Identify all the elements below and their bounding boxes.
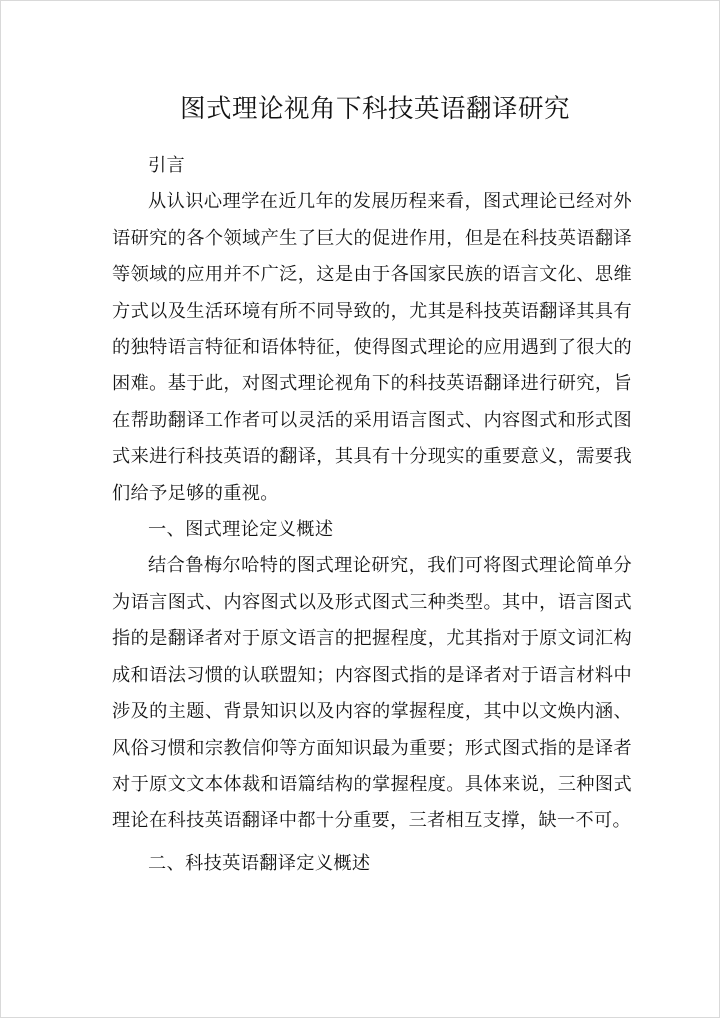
paragraph-section-1: 结合鲁梅尔哈特的图式理论研究，我们可将图式理论简单分为语言图式、内容图式以及形式图式三种类型。其中，语言图式指的是翻译者对于原文语言的把握程度，尤其指对于原文词汇构成和语法习惯的认联盟知；内容图式指的是译者对于语言材料中涉及的主题、背景知识以及内容的掌握程度，其中以文焕内涵、风俗习惯和宗教信仰等方面知识最为重要；形式图式指的是译者对于原文文本体裁和语篇结构的掌握程度。具体来说，三种图式理论在科技英语翻译中都十分重要，三者相互支撑，缺一不可。 [112,555,632,832]
section-heading-intro: 引言 [148,155,186,176]
document-title: 图式理论视角下科技英语翻译研究 [179,94,570,124]
section-heading-1: 一、图式理论定义概述 [148,519,334,541]
document-body [112,86,632,882]
section-heading-2: 二、科技英语翻译定义概述 [148,852,371,874]
paragraph-intro: 从认识心理学在近几年的发展历程来看，图式理论已经对外语研究的各个领域产生了巨大的促进作用，但是在科技英语翻译等领域的应用并不广泛，这是由于各国家民族的语言文化、思维方式以及生活环境有所不同导致的，尤其是科技英语翻译其具有的独特语言特征和语体特征，使得图式理论的应用遇到了很大的困难。基于此，对图式理论视角下的科技英语翻译进行研究，旨在帮助翻译工作者可以灵活的采用语言图式、内容图式和形式图式来进行科技英语的翻译，其具有十分现实的重要意义，需要我们给予足够的重视。 [112,191,632,504]
